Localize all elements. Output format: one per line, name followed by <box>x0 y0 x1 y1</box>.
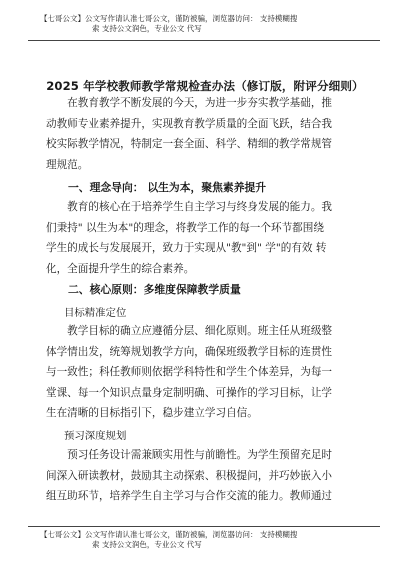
subsection2-line: 预习任务设计需兼顾实用性与前瞻性。为学生预留充足时 <box>46 449 333 461</box>
subsection1-line: 与一致性；科任教师则依据学科特性和学生个体差异，为每一 <box>46 366 333 378</box>
intro-line: 动教师专业素养提升，实现教育教学质量的全面飞跃，结合我 <box>46 117 333 130</box>
subsection1-paragraph <box>46 321 382 424</box>
subsection2-line: 组互助环节，培养学生自主学习与合作交流的能力。教师通过 <box>46 490 333 502</box>
header-banner-line1: 【七哥公文】公文写作请认准七哥公文，谨防被骗，浏览器访问： 支持模糊搜 <box>40 14 298 23</box>
subsection1-label: 目标精准定位 <box>64 307 127 319</box>
footer-banner-line1: 【七哥公文】公文写作请认准七哥公文，谨防被骗，浏览器访问： 支持模糊搜 <box>40 530 298 539</box>
section1-line: 教育的核心在于培养学生自主学习与终身发展的能力。我 <box>46 201 333 213</box>
footer-rule <box>28 526 380 527</box>
intro-paragraph <box>46 93 382 175</box>
subsection1-line: 体学情出发，统筹规划教学方向，确保班级教学目标的连贯性 <box>46 345 333 358</box>
section1-line: 们秉持" 以生为本"的理念，将教学工作的每一个环节都围绕 <box>46 221 324 234</box>
subsection2-label: 预习深度规划 <box>64 430 127 442</box>
subsection2-line: 间深入研读教材，鼓励其主动探索、积极提问，并巧妙嵌入小 <box>46 469 333 482</box>
header-rule <box>28 40 380 41</box>
header-banner-line2: 索 支持公文润色，专业公文 代写 <box>92 24 202 33</box>
intro-line: 校实际教学情况，特制定一套全面、科学、精细的教学常规管 <box>46 138 333 150</box>
section2-heading: 二、核心原则：多维度保障教学质量 <box>68 283 241 296</box>
intro-line: 在教育教学不断发展的今天，为进一步夯实教学基础，推 <box>46 97 333 109</box>
subsection1-line: 教学目标的确立应遵循分层、细化原则。班主任从班级整 <box>46 325 333 337</box>
section1-line: 化，全面提升学生的综合素养。 <box>46 262 195 275</box>
subsection1-line: 堂课、每一个知识点量身定制明确、可操作的学习目标，让学 <box>46 386 333 399</box>
document-title: 2025 年学校教师教学常规检查办法（修订版，附评分细则） <box>46 79 364 93</box>
subsection2-paragraph <box>46 445 382 507</box>
footer-banner-line2: 索 支持公文润色，专业公文 代写 <box>92 540 202 549</box>
section1-paragraph <box>46 197 382 279</box>
subsection1-line: 生在清晰的目标指引下，稳步建立学习自信。 <box>46 407 258 419</box>
section1-line: 学生的成长与发展展开，致力于实现从"教"到" 学"的有效 转 <box>46 242 327 254</box>
intro-line: 理规范。 <box>46 158 89 171</box>
section1-heading: 一、理念导向： 以生为本，聚焦素养提升 <box>68 181 267 194</box>
